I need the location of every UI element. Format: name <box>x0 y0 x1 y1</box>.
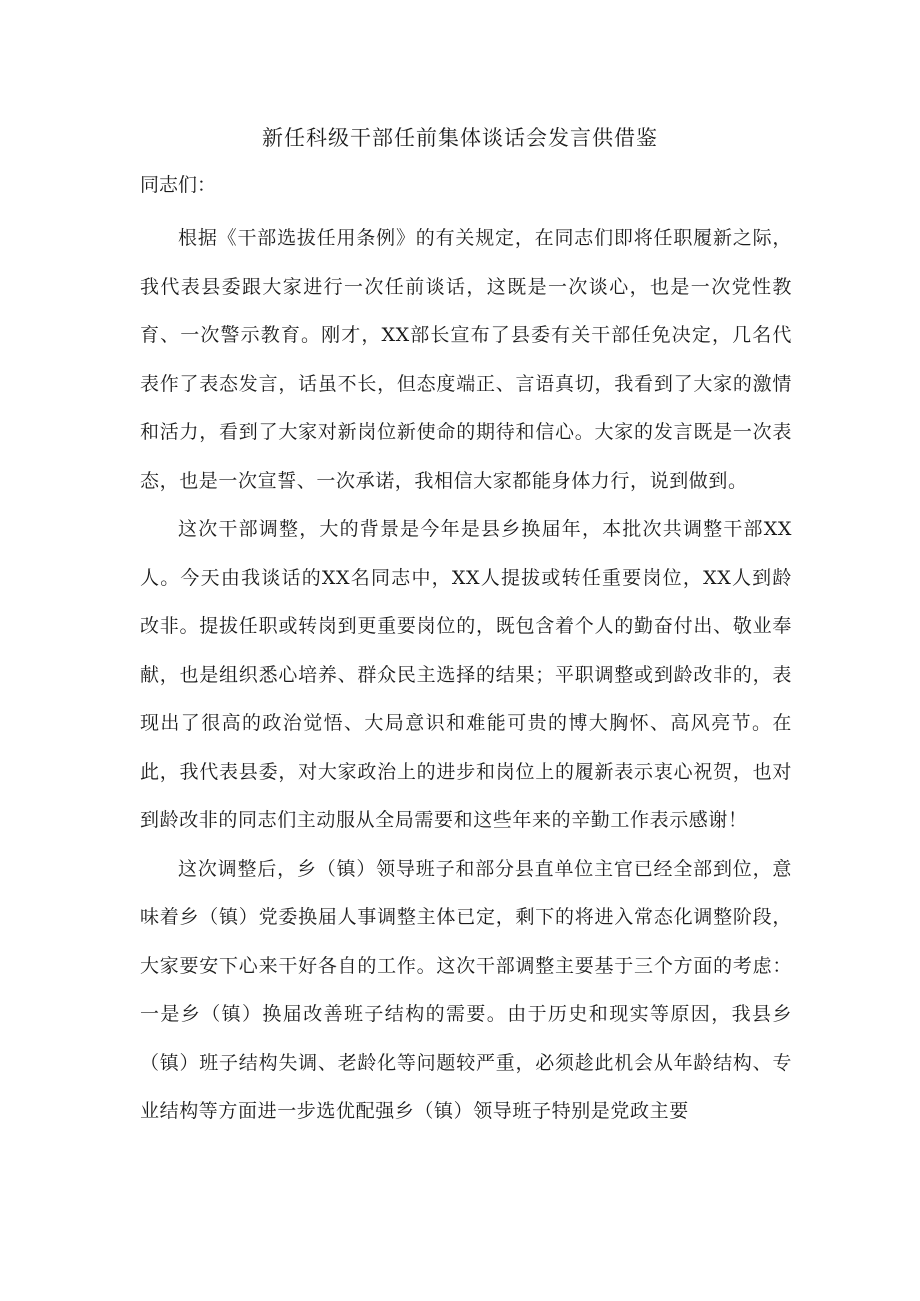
salutation: 同志们： <box>140 174 217 196</box>
paragraph: 这次调整后，乡（镇）领导班子和部分县直单位主官已经全部到位，意味着乡（镇）党委换届人事调整主体已定，剩下的将进入常态化调整阶段，大家要安下心来干好各自的工作。这次干部调整主要基于三个方面的考虑：一是乡（镇）换届改善班子结构的需要。由于历史和现实等原因，我县乡（镇）班子结构失调、老龄化等问题较严重，必须趁此机会从年龄结构、专业结构等方面进一步选优配强乡（镇）领导班子特别是党政主要 <box>140 857 792 1122</box>
document-title: 新任科级干部任前集体谈话会发言供借鉴 <box>262 126 658 150</box>
paragraph: 根据《干部选拔任用条例》的有关规定，在同志们即将任职履新之际，我代表县委跟大家进行一次任前谈话，这既是一次谈心，也是一次党性教育、一次警示教育。刚才，XX部长宣布了县委有关干部任免决定，几名代表作了表态发言，话虽不长，但态度端正、言语真切，我看到了大家的激情和活力，看到了大家对新岗位新使命的期待和信心。大家的发言既是一次表态，也是一次宣誓、一次承诺，我相信大家都能身体力行，说到做到。 <box>140 227 792 492</box>
document-body <box>140 214 792 1136</box>
paragraph: 这次干部调整，大的背景是今年是县乡换届年，本批次共调整干部XX人。今天由我谈话的XX名同志中，XX人提拔或转任重要岗位，XX人到龄改非。提拔任职或转岗到更重要岗位的，既包含着个人的勤奋付出、敬业奉献，也是组织悉心培养、群众民主选择的结果；平职调整或到龄改非的，表现出了很高的政治觉悟、大局意识和难能可贵的博大胸怀、高风亮节。在此，我代表县委，对大家政治上的进步和岗位上的履新表示衷心祝贺，也对到龄改非的同志们主动服从全局需要和这些年来的辛勤工作表示感谢！ <box>140 518 792 831</box>
